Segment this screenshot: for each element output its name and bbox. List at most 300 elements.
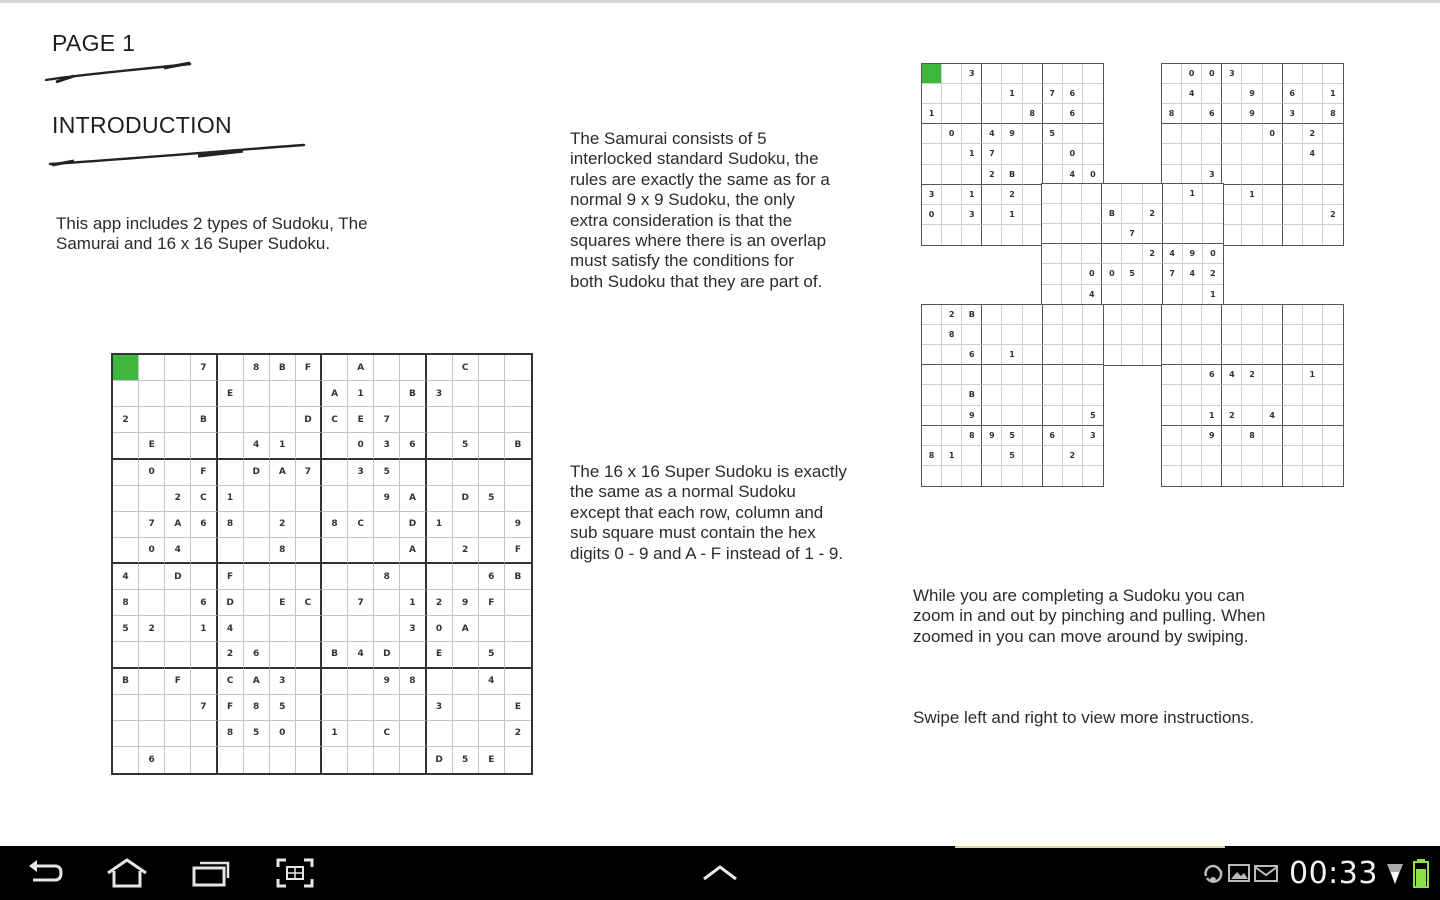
samurai-cell[interactable]: [962, 225, 982, 245]
samurai-cell[interactable]: [1083, 104, 1103, 124]
super-sudoku-cell[interactable]: [270, 747, 296, 773]
super-sudoku-cell[interactable]: [453, 407, 479, 433]
super-sudoku-cell[interactable]: [453, 642, 479, 668]
super-sudoku-cell[interactable]: [374, 381, 400, 407]
samurai-cell[interactable]: [1122, 244, 1142, 264]
super-sudoku-cell[interactable]: [139, 355, 165, 381]
super-sudoku-cell[interactable]: 6: [191, 512, 217, 538]
super-sudoku-board[interactable]: [111, 353, 533, 775]
samurai-cell[interactable]: [1042, 264, 1062, 284]
samurai-cell[interactable]: [1202, 325, 1222, 345]
samurai-cell[interactable]: [1162, 426, 1182, 446]
samurai-cell[interactable]: 7: [982, 144, 1002, 164]
samurai-cell[interactable]: 0: [1083, 165, 1103, 185]
super-sudoku-cell[interactable]: [270, 486, 296, 512]
samurai-cell[interactable]: [1203, 224, 1223, 244]
samurai-cell[interactable]: [1222, 466, 1242, 486]
samurai-cell[interactable]: 3: [962, 205, 982, 225]
samurai-cell[interactable]: [1023, 446, 1043, 466]
samurai-cell[interactable]: 1: [1203, 285, 1223, 305]
super-sudoku-cell[interactable]: C: [374, 721, 400, 747]
samurai-cell[interactable]: [1222, 446, 1242, 466]
samurai-cell[interactable]: [922, 305, 942, 325]
samurai-cell[interactable]: [1083, 446, 1103, 466]
samurai-cell[interactable]: [1323, 144, 1343, 164]
samurai-cell[interactable]: 2: [1143, 244, 1163, 264]
samurai-cell[interactable]: [1182, 385, 1202, 405]
samurai-cell[interactable]: [942, 365, 962, 385]
samurai-cell[interactable]: [1163, 204, 1183, 224]
super-sudoku-cell[interactable]: [374, 590, 400, 616]
super-sudoku-cell[interactable]: [400, 460, 426, 486]
samurai-cell[interactable]: [1283, 446, 1303, 466]
super-sudoku-cell[interactable]: [113, 538, 139, 564]
samurai-cell[interactable]: 5: [1002, 426, 1022, 446]
samurai-cell[interactable]: [1222, 165, 1242, 185]
super-sudoku-cell[interactable]: [322, 590, 348, 616]
samurai-cell[interactable]: [1023, 64, 1043, 84]
samurai-cell[interactable]: [1183, 204, 1203, 224]
super-sudoku-cell[interactable]: [296, 721, 322, 747]
samurai-cell[interactable]: [1323, 305, 1343, 325]
samurai-cell[interactable]: 6: [1202, 365, 1222, 385]
super-sudoku-cell[interactable]: 3: [348, 460, 374, 486]
super-sudoku-cell[interactable]: 7: [191, 695, 217, 721]
samurai-cell[interactable]: [1182, 165, 1202, 185]
samurai-cell[interactable]: [1222, 144, 1242, 164]
samurai-cell[interactable]: B: [1002, 165, 1022, 185]
super-sudoku-cell[interactable]: 1: [427, 512, 453, 538]
samurai-cell[interactable]: [1202, 305, 1222, 325]
super-sudoku-cell[interactable]: F: [296, 355, 322, 381]
samurai-cell[interactable]: [1222, 385, 1242, 405]
super-sudoku-cell[interactable]: [165, 433, 191, 459]
samurai-cell[interactable]: [1263, 165, 1283, 185]
super-sudoku-cell[interactable]: D: [218, 590, 244, 616]
samurai-cell[interactable]: [1263, 84, 1283, 104]
samurai-cell[interactable]: [1283, 406, 1303, 426]
super-sudoku-cell[interactable]: [244, 616, 270, 642]
samurai-cell[interactable]: [1242, 124, 1262, 144]
samurai-cell[interactable]: 9: [1183, 244, 1203, 264]
super-sudoku-cell[interactable]: [479, 721, 505, 747]
samurai-cell[interactable]: [1063, 305, 1083, 325]
super-sudoku-cell[interactable]: [296, 381, 322, 407]
super-sudoku-cell[interactable]: [322, 669, 348, 695]
samurai-cell[interactable]: [1222, 124, 1242, 144]
samurai-cell[interactable]: [1323, 365, 1343, 385]
super-sudoku-cell[interactable]: 2: [427, 590, 453, 616]
screenshot-capture-icon[interactable]: [272, 846, 318, 900]
samurai-cell[interactable]: 7: [1163, 264, 1183, 284]
samurai-cell[interactable]: 5: [1122, 264, 1142, 284]
samurai-cell[interactable]: [1263, 426, 1283, 446]
samurai-cell[interactable]: [962, 325, 982, 345]
super-sudoku-cell[interactable]: [296, 486, 322, 512]
super-sudoku-cell[interactable]: [139, 564, 165, 590]
samurai-cell[interactable]: [1303, 205, 1323, 225]
samurai-cell[interactable]: [1023, 124, 1043, 144]
samurai-cell[interactable]: [1242, 466, 1262, 486]
samurai-cell[interactable]: [1043, 365, 1063, 385]
super-sudoku-cell[interactable]: [505, 355, 531, 381]
samurai-grid-bottom-left[interactable]: [921, 304, 1104, 487]
samurai-cell[interactable]: 2: [1002, 185, 1022, 205]
samurai-cell[interactable]: [1002, 305, 1022, 325]
samurai-cell[interactable]: 3: [1222, 64, 1242, 84]
samurai-cell[interactable]: [1143, 184, 1163, 204]
super-sudoku-cell[interactable]: [296, 642, 322, 668]
samurai-cell[interactable]: [1143, 345, 1163, 365]
samurai-cell[interactable]: [1002, 225, 1022, 245]
super-sudoku-cell[interactable]: [218, 407, 244, 433]
super-sudoku-cell[interactable]: [322, 747, 348, 773]
samurai-cell[interactable]: 1: [1002, 205, 1022, 225]
samurai-cell[interactable]: 6: [1063, 84, 1083, 104]
samurai-cell[interactable]: [1202, 345, 1222, 365]
super-sudoku-cell[interactable]: E: [505, 695, 531, 721]
samurai-cell[interactable]: 7: [1122, 224, 1142, 244]
super-sudoku-cell[interactable]: [427, 486, 453, 512]
super-sudoku-cell[interactable]: [348, 747, 374, 773]
super-sudoku-cell[interactable]: [165, 616, 191, 642]
samurai-cell[interactable]: [922, 406, 942, 426]
samurai-cell[interactable]: [1283, 165, 1303, 185]
samurai-cell[interactable]: [1303, 84, 1323, 104]
samurai-cell[interactable]: [1283, 345, 1303, 365]
samurai-cell[interactable]: [1063, 64, 1083, 84]
super-sudoku-cell[interactable]: [191, 538, 217, 564]
super-sudoku-cell[interactable]: [113, 642, 139, 668]
super-sudoku-cell[interactable]: [191, 642, 217, 668]
super-sudoku-cell[interactable]: 9: [505, 512, 531, 538]
samurai-cell[interactable]: [1023, 144, 1043, 164]
super-sudoku-cell[interactable]: [165, 407, 191, 433]
samurai-cell[interactable]: 9: [1242, 104, 1262, 124]
samurai-cell[interactable]: [1263, 205, 1283, 225]
super-sudoku-cell[interactable]: [348, 564, 374, 590]
super-sudoku-cell[interactable]: [113, 433, 139, 459]
super-sudoku-cell[interactable]: [400, 407, 426, 433]
samurai-cell[interactable]: [1303, 446, 1323, 466]
samurai-cell[interactable]: [922, 124, 942, 144]
samurai-cell[interactable]: [1303, 104, 1323, 124]
samurai-cell[interactable]: 0: [1263, 124, 1283, 144]
samurai-cell[interactable]: 3: [962, 64, 982, 84]
super-sudoku-cell[interactable]: [244, 538, 270, 564]
samurai-cell[interactable]: [922, 165, 942, 185]
samurai-cell[interactable]: [1162, 446, 1182, 466]
super-sudoku-cell[interactable]: C: [453, 355, 479, 381]
samurai-cell[interactable]: [1182, 426, 1202, 446]
samurai-cell[interactable]: [982, 345, 1002, 365]
super-sudoku-cell[interactable]: 5: [244, 721, 270, 747]
samurai-cell[interactable]: [1163, 184, 1183, 204]
samurai-cell[interactable]: [1283, 185, 1303, 205]
samurai-cell[interactable]: [982, 325, 1002, 345]
super-sudoku-cell[interactable]: [165, 590, 191, 616]
super-sudoku-cell[interactable]: [479, 355, 505, 381]
samurai-cell[interactable]: [1042, 244, 1062, 264]
super-sudoku-cell[interactable]: F: [505, 538, 531, 564]
super-sudoku-cell[interactable]: [296, 695, 322, 721]
samurai-cell[interactable]: [1082, 224, 1102, 244]
samurai-cell[interactable]: [1242, 325, 1262, 345]
super-sudoku-cell[interactable]: 3: [374, 433, 400, 459]
samurai-cell[interactable]: [1242, 305, 1262, 325]
samurai-cell[interactable]: 0: [1102, 264, 1122, 284]
samurai-cell[interactable]: [1182, 345, 1202, 365]
super-sudoku-cell[interactable]: [191, 564, 217, 590]
samurai-cell[interactable]: [1062, 204, 1082, 224]
samurai-cell[interactable]: [1043, 385, 1063, 405]
super-sudoku-cell[interactable]: [374, 512, 400, 538]
samurai-cell[interactable]: [942, 426, 962, 446]
super-sudoku-cell[interactable]: [374, 355, 400, 381]
samurai-cell[interactable]: [1002, 466, 1022, 486]
super-sudoku-cell[interactable]: [296, 669, 322, 695]
samurai-cell[interactable]: 2: [1303, 124, 1323, 144]
samurai-cell[interactable]: [962, 466, 982, 486]
samurai-cell[interactable]: [1283, 466, 1303, 486]
super-sudoku-cell[interactable]: 7: [296, 460, 322, 486]
super-sudoku-cell[interactable]: [348, 695, 374, 721]
samurai-cell[interactable]: 4: [982, 124, 1002, 144]
samurai-cell[interactable]: [1283, 124, 1303, 144]
super-sudoku-cell[interactable]: C: [322, 407, 348, 433]
samurai-cell[interactable]: [962, 84, 982, 104]
super-sudoku-cell[interactable]: 5: [479, 642, 505, 668]
super-sudoku-cell[interactable]: [322, 460, 348, 486]
super-sudoku-cell[interactable]: 7: [374, 407, 400, 433]
samurai-cell[interactable]: [1162, 165, 1182, 185]
samurai-cell[interactable]: 2: [1323, 205, 1343, 225]
samurai-cell[interactable]: [1002, 64, 1022, 84]
samurai-cell[interactable]: [1023, 325, 1043, 345]
super-sudoku-cell[interactable]: [322, 616, 348, 642]
super-sudoku-cell[interactable]: 4: [113, 564, 139, 590]
samurai-cell[interactable]: [1162, 406, 1182, 426]
samurai-cell[interactable]: [1202, 84, 1222, 104]
chevron-up-icon[interactable]: [700, 846, 740, 900]
samurai-cell[interactable]: 4: [1222, 365, 1242, 385]
samurai-cell[interactable]: [1323, 185, 1343, 205]
samurai-cell[interactable]: [1102, 184, 1122, 204]
samurai-cell[interactable]: [1203, 184, 1223, 204]
samurai-cell[interactable]: [1042, 224, 1062, 244]
samurai-cell[interactable]: [1263, 104, 1283, 124]
samurai-cell[interactable]: [1222, 426, 1242, 446]
samurai-cell[interactable]: 6: [1283, 84, 1303, 104]
super-sudoku-cell[interactable]: 5: [113, 616, 139, 642]
samurai-cell[interactable]: [1283, 365, 1303, 385]
samurai-cell[interactable]: [1143, 224, 1163, 244]
super-sudoku-cell[interactable]: 9: [374, 669, 400, 695]
super-sudoku-cell[interactable]: [427, 355, 453, 381]
super-sudoku-cell[interactable]: [479, 460, 505, 486]
samurai-cell[interactable]: [1082, 204, 1102, 224]
super-sudoku-cell[interactable]: [505, 381, 531, 407]
super-sudoku-cell[interactable]: B: [505, 564, 531, 590]
super-sudoku-cell[interactable]: [244, 381, 270, 407]
samurai-cell[interactable]: [942, 104, 962, 124]
super-sudoku-cell[interactable]: [165, 695, 191, 721]
super-sudoku-cell[interactable]: [374, 538, 400, 564]
super-sudoku-cell[interactable]: [374, 747, 400, 773]
samurai-cell[interactable]: [1162, 325, 1182, 345]
super-sudoku-cell[interactable]: [218, 355, 244, 381]
home-icon[interactable]: [102, 846, 152, 900]
samurai-cell[interactable]: [1143, 305, 1163, 325]
samurai-cell[interactable]: [942, 345, 962, 365]
super-sudoku-cell[interactable]: [139, 642, 165, 668]
super-sudoku-cell[interactable]: [453, 381, 479, 407]
samurai-cell[interactable]: [1283, 385, 1303, 405]
samurai-cell[interactable]: [1182, 446, 1202, 466]
samurai-cell[interactable]: [1043, 345, 1063, 365]
samurai-cell[interactable]: 5: [1083, 406, 1103, 426]
samurai-cell[interactable]: 4: [1163, 244, 1183, 264]
super-sudoku-cell[interactable]: [296, 512, 322, 538]
super-sudoku-cell[interactable]: 2: [453, 538, 479, 564]
super-sudoku-cell[interactable]: E: [218, 381, 244, 407]
samurai-cell[interactable]: 0: [942, 124, 962, 144]
super-sudoku-cell[interactable]: 8: [113, 590, 139, 616]
samurai-cell[interactable]: [1323, 385, 1343, 405]
super-sudoku-cell[interactable]: [479, 538, 505, 564]
super-sudoku-cell[interactable]: [218, 433, 244, 459]
samurai-cell[interactable]: [1083, 345, 1103, 365]
samurai-cell[interactable]: 8: [1162, 104, 1182, 124]
samurai-cell[interactable]: 1: [1323, 84, 1343, 104]
samurai-cell[interactable]: [1143, 325, 1163, 345]
super-sudoku-cell[interactable]: [218, 538, 244, 564]
super-sudoku-cell[interactable]: [348, 721, 374, 747]
super-sudoku-cell[interactable]: [113, 695, 139, 721]
super-sudoku-cell[interactable]: [244, 564, 270, 590]
samurai-cell[interactable]: [1202, 144, 1222, 164]
super-sudoku-cell[interactable]: [427, 460, 453, 486]
super-sudoku-cell[interactable]: [505, 669, 531, 695]
super-sudoku-cell[interactable]: F: [218, 564, 244, 590]
super-sudoku-cell[interactable]: [479, 695, 505, 721]
samurai-cell[interactable]: [1303, 64, 1323, 84]
super-sudoku-cell[interactable]: [165, 355, 191, 381]
samurai-cell[interactable]: [942, 64, 962, 84]
samurai-cell[interactable]: [922, 426, 942, 446]
super-sudoku-cell[interactable]: 1: [322, 721, 348, 747]
samurai-cell[interactable]: 8: [1323, 104, 1343, 124]
samurai-cell[interactable]: [1122, 305, 1142, 325]
super-sudoku-cell[interactable]: 1: [348, 381, 374, 407]
super-sudoku-cell[interactable]: 0: [139, 460, 165, 486]
samurai-cell[interactable]: [1263, 345, 1283, 365]
samurai-cell[interactable]: [1242, 165, 1262, 185]
samurai-cell[interactable]: [1222, 325, 1242, 345]
samurai-cell[interactable]: [962, 165, 982, 185]
super-sudoku-cell[interactable]: [322, 564, 348, 590]
samurai-cell[interactable]: [1182, 406, 1202, 426]
samurai-cell[interactable]: [1063, 124, 1083, 144]
samurai-cell[interactable]: [1023, 365, 1043, 385]
samurai-cell[interactable]: [962, 104, 982, 124]
super-sudoku-cell[interactable]: D: [296, 407, 322, 433]
samurai-cell[interactable]: [942, 385, 962, 405]
samurai-cell[interactable]: [922, 325, 942, 345]
samurai-cell[interactable]: [1062, 244, 1082, 264]
super-sudoku-cell[interactable]: 9: [374, 486, 400, 512]
super-sudoku-cell[interactable]: [479, 616, 505, 642]
samurai-cell[interactable]: 1: [1002, 345, 1022, 365]
super-sudoku-cell[interactable]: [139, 721, 165, 747]
samurai-cell[interactable]: [922, 225, 942, 245]
super-sudoku-cell[interactable]: 1: [218, 486, 244, 512]
samurai-cell[interactable]: [1042, 204, 1062, 224]
samurai-cell[interactable]: [1083, 466, 1103, 486]
super-sudoku-cell[interactable]: 6: [479, 564, 505, 590]
samurai-cell[interactable]: [982, 104, 1002, 124]
super-sudoku-cell[interactable]: [400, 695, 426, 721]
super-sudoku-cell[interactable]: [479, 433, 505, 459]
samurai-cell[interactable]: [1122, 345, 1142, 365]
super-sudoku-cell[interactable]: [113, 747, 139, 773]
samurai-cell[interactable]: B: [1102, 204, 1122, 224]
super-sudoku-cell[interactable]: [113, 486, 139, 512]
samurai-cell[interactable]: [1242, 385, 1262, 405]
samurai-cell[interactable]: [1143, 285, 1163, 305]
samurai-cell[interactable]: [1023, 426, 1043, 446]
super-sudoku-cell[interactable]: [400, 355, 426, 381]
super-sudoku-cell[interactable]: 2: [165, 486, 191, 512]
super-sudoku-cell[interactable]: B: [191, 407, 217, 433]
super-sudoku-cell[interactable]: [322, 433, 348, 459]
samurai-cell[interactable]: [1083, 144, 1103, 164]
super-sudoku-cell[interactable]: 6: [400, 433, 426, 459]
samurai-cell[interactable]: [1283, 64, 1303, 84]
samurai-cell[interactable]: [1162, 144, 1182, 164]
super-sudoku-cell[interactable]: [479, 381, 505, 407]
super-sudoku-cell[interactable]: 1: [270, 433, 296, 459]
super-sudoku-cell[interactable]: 3: [427, 695, 453, 721]
samurai-cell[interactable]: [1023, 385, 1043, 405]
samurai-cell[interactable]: 1: [1303, 365, 1323, 385]
samurai-cell[interactable]: [1023, 185, 1043, 205]
samurai-cell[interactable]: [962, 124, 982, 144]
samurai-cell[interactable]: [962, 446, 982, 466]
samurai-cell[interactable]: [1263, 225, 1283, 245]
recent-apps-icon[interactable]: [188, 846, 234, 900]
super-sudoku-cell[interactable]: 8: [374, 564, 400, 590]
samurai-cell[interactable]: [1263, 64, 1283, 84]
samurai-cell[interactable]: [1102, 244, 1122, 264]
super-sudoku-cell[interactable]: 5: [453, 747, 479, 773]
super-sudoku-cell[interactable]: 1: [400, 590, 426, 616]
samurai-cell[interactable]: [1083, 365, 1103, 385]
samurai-cell[interactable]: [1063, 385, 1083, 405]
samurai-cell[interactable]: [1242, 225, 1262, 245]
samurai-cell[interactable]: [1083, 305, 1103, 325]
samurai-cell[interactable]: [1122, 285, 1142, 305]
samurai-cell[interactable]: [1182, 466, 1202, 486]
super-sudoku-cell[interactable]: 6: [191, 590, 217, 616]
super-sudoku-cell[interactable]: C: [218, 669, 244, 695]
super-sudoku-cell[interactable]: B: [113, 669, 139, 695]
super-sudoku-cell[interactable]: [374, 695, 400, 721]
samurai-cell[interactable]: [1303, 466, 1323, 486]
samurai-cell[interactable]: 0: [1182, 64, 1202, 84]
samurai-cell[interactable]: [962, 365, 982, 385]
super-sudoku-cell[interactable]: [139, 407, 165, 433]
